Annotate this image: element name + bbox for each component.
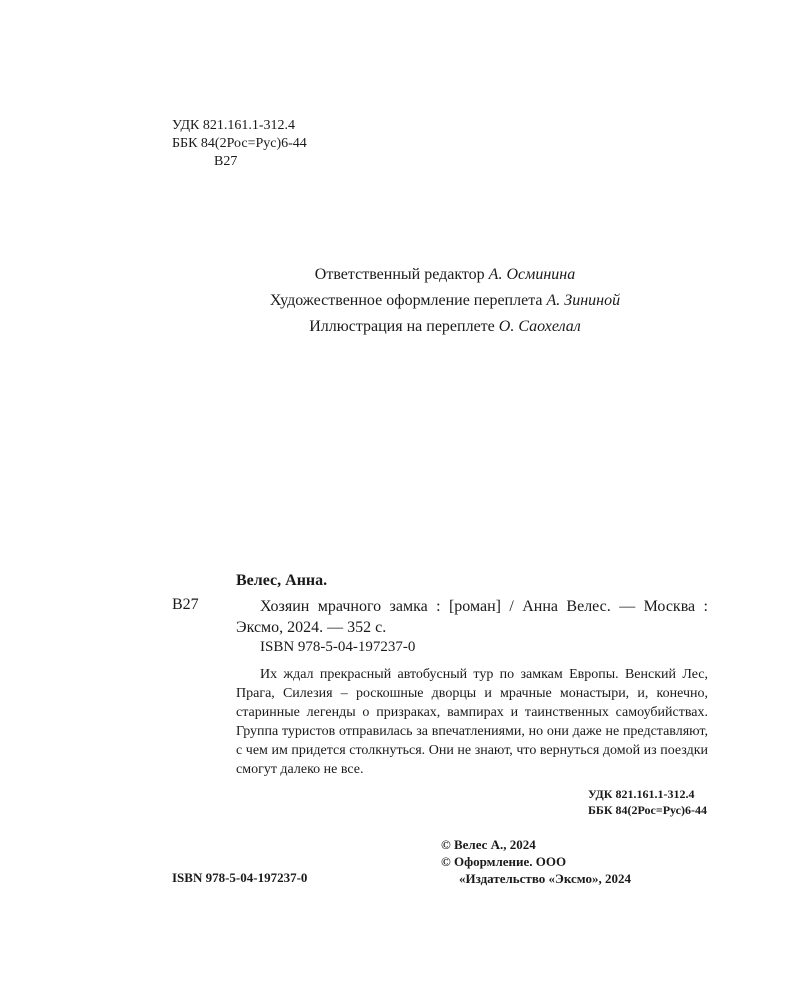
copyright-author: © Велес А., 2024 [441,837,536,852]
record-bbk: ББК 84(2Рос=Рус)6-44 [587,803,707,817]
credits-block [0,262,800,340]
bottom-isbn: ISBN 978-5-04-197237-0 [172,870,308,885]
record-udk: УДК 821.161.1-312.4 [587,787,695,801]
credit-cover-design [0,288,800,314]
classification-block [172,117,307,171]
record-author: Велес, Анна. [236,572,328,589]
editor-name: А. Осминина [488,266,576,283]
copyright-design: © Оформление. ООО [441,854,567,869]
illustration-name: О. Саохелал [498,318,581,335]
copyright-block [441,836,631,887]
author-mark: В27 [214,154,238,169]
editor-label: Ответственный редактор [314,266,485,283]
record-codes [588,786,707,818]
cover-design-name: А. Зининой [546,292,621,309]
record-annotation: Их ждал прекрасный автобусный тур по замкам Европы. Венский Лес, Прага, Силезия – роскошные дворцы и мрачные монастыри, и, конечно, старинные легенды о призраках, вампирах и таинственных самоубийствах. Группа туристов отправилась за впечатлениями, но они даже не представляют, с чем им придется столкнуться. Они не знают, что вернуться домой из поездки смогут далеко не все. [236,667,708,777]
bbk-code: ББК 84(2Рос=Рус)6-44 [172,136,307,151]
record-code: В27 [172,596,199,613]
cover-design-label: Художественное оформление переплета [269,292,543,309]
copyright-publisher: «Издательство «Эксмо», 2024 [459,871,631,886]
illustration-label: Иллюстрация на переплете [309,318,495,335]
credit-illustration [0,314,800,340]
credit-editor [0,262,800,288]
record-title: Хозяин мрачного замка : [роман] / Анна Велес. — Москва : Эксмо, 2024. — 352 с. [236,598,708,636]
udk-code: УДК 821.161.1-312.4 [172,118,296,133]
record-isbn: ISBN 978-5-04-197237-0 [260,639,416,655]
